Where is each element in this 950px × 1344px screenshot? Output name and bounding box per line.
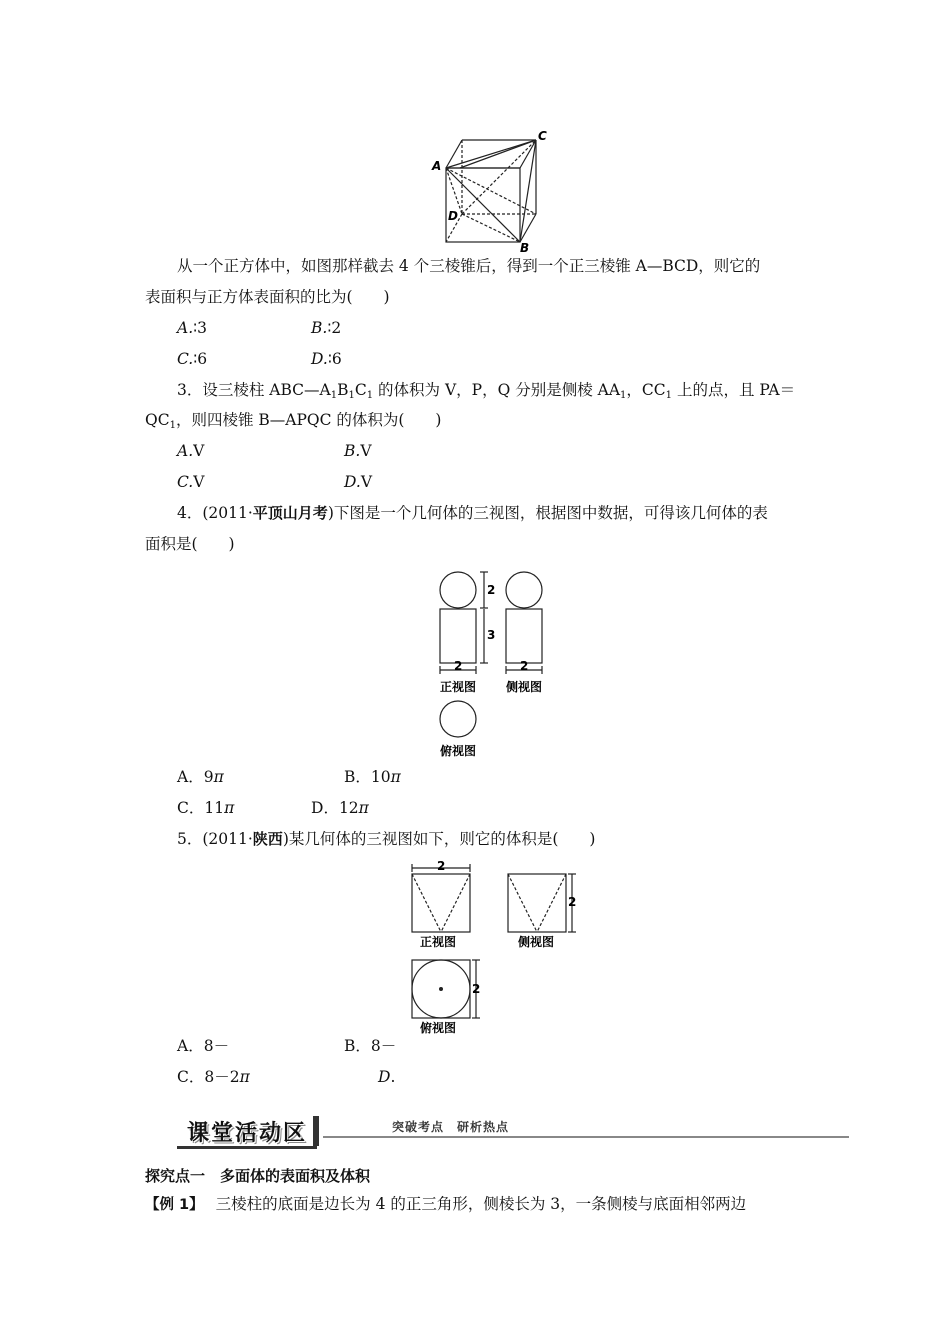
q4-front-label: 正视图 bbox=[440, 680, 477, 694]
q5-option-b: B．8－ bbox=[344, 1037, 397, 1055]
cube-label-d: D bbox=[448, 209, 458, 223]
q2-option-a: A.∶3 bbox=[177, 319, 208, 337]
q5-top-label: 俯视图 bbox=[420, 1021, 457, 1035]
q4-dim-mid: 3 bbox=[487, 628, 496, 642]
q4-dim-side: 2 bbox=[520, 659, 529, 673]
q4-three-view-figure bbox=[430, 566, 560, 762]
q4-option-a: A．9π bbox=[177, 768, 224, 786]
cube-label-b: B bbox=[520, 241, 530, 252]
section-banner bbox=[177, 1114, 849, 1150]
banner-subtitle: 突破考点 研析热点 bbox=[392, 1120, 510, 1134]
q5-option-c: C．8－2π bbox=[177, 1068, 250, 1086]
q4-top-label: 俯视图 bbox=[440, 744, 477, 758]
q5-side-label: 侧视图 bbox=[518, 935, 555, 949]
q2-stem-line2: 表面积与正方体表面积的比为( ) bbox=[145, 288, 390, 306]
q3-stem-line1: 3．设三棱柱 $ABC—A_1B_1C_1$ 的体积为 V，P，Q 分别是侧棱 $AA_1$，$CC_1$ 上的点，且 PA＝ bbox=[177, 381, 796, 401]
q5-front-label: 正视图 bbox=[420, 935, 457, 949]
q4-option-d: D．12π bbox=[311, 799, 369, 817]
cube-figure bbox=[430, 128, 550, 252]
banner-title: 课堂活动区 bbox=[187, 1121, 308, 1146]
cube-label-c: C bbox=[538, 129, 547, 143]
q4-dim-top: 2 bbox=[487, 583, 496, 597]
q4-option-b: B．10π bbox=[344, 768, 401, 786]
q3-option-d: D.V bbox=[344, 473, 373, 491]
q3-stem-line2: $QC_1$，则四棱锥 B—APQC 的体积为( ) bbox=[145, 411, 442, 431]
example-1: 【例 1】 三棱柱的底面是边长为 4 的正三角形，侧棱长为 3，一条侧棱与底面相邻两边 bbox=[145, 1195, 747, 1213]
q4-dim-bottom: 2 bbox=[454, 659, 463, 673]
q4-stem-line1: 4．(2011·平顶山月考)下图是一个几何体的三视图，根据图中数据，可得该几何体的表 bbox=[177, 504, 768, 522]
q2-option-d: D.∶6 bbox=[311, 350, 342, 368]
banner-bar bbox=[313, 1116, 319, 1146]
banner-rule bbox=[323, 1136, 849, 1138]
q5-stem-line1: 5．(2011·陕西)某几何体的三视图如下，则它的体积是( ) bbox=[177, 830, 596, 848]
q5-dim-top: 2 bbox=[437, 860, 446, 873]
q3-option-c: C.V bbox=[177, 473, 205, 491]
cube-label-a: A bbox=[432, 159, 442, 173]
q2-option-b: B.∶2 bbox=[311, 319, 342, 337]
q4-side-label: 侧视图 bbox=[506, 680, 543, 694]
q2-stem-line1: 从一个正方体中，如图那样截去 4 个三棱锥后，得到一个正三棱锥 A—BCD，则它的 bbox=[177, 257, 761, 275]
q4-stem-line2: 面积是( ) bbox=[145, 535, 235, 553]
q2-option-c: C.∶6 bbox=[177, 350, 208, 368]
section-heading: 探究点一 多面体的表面积及体积 bbox=[145, 1167, 371, 1185]
q5-option-a: A．8－ bbox=[177, 1037, 230, 1055]
q4-option-c: C．11π bbox=[177, 799, 235, 817]
q5-option-d: D. bbox=[378, 1068, 396, 1086]
q5-dim-side: 2 bbox=[568, 895, 577, 909]
q5-dim-topview: 2 bbox=[472, 982, 481, 996]
q3-option-a: A.V bbox=[177, 442, 205, 460]
q5-three-view-figure bbox=[404, 860, 584, 1038]
q3-option-b: B.V bbox=[344, 442, 372, 460]
